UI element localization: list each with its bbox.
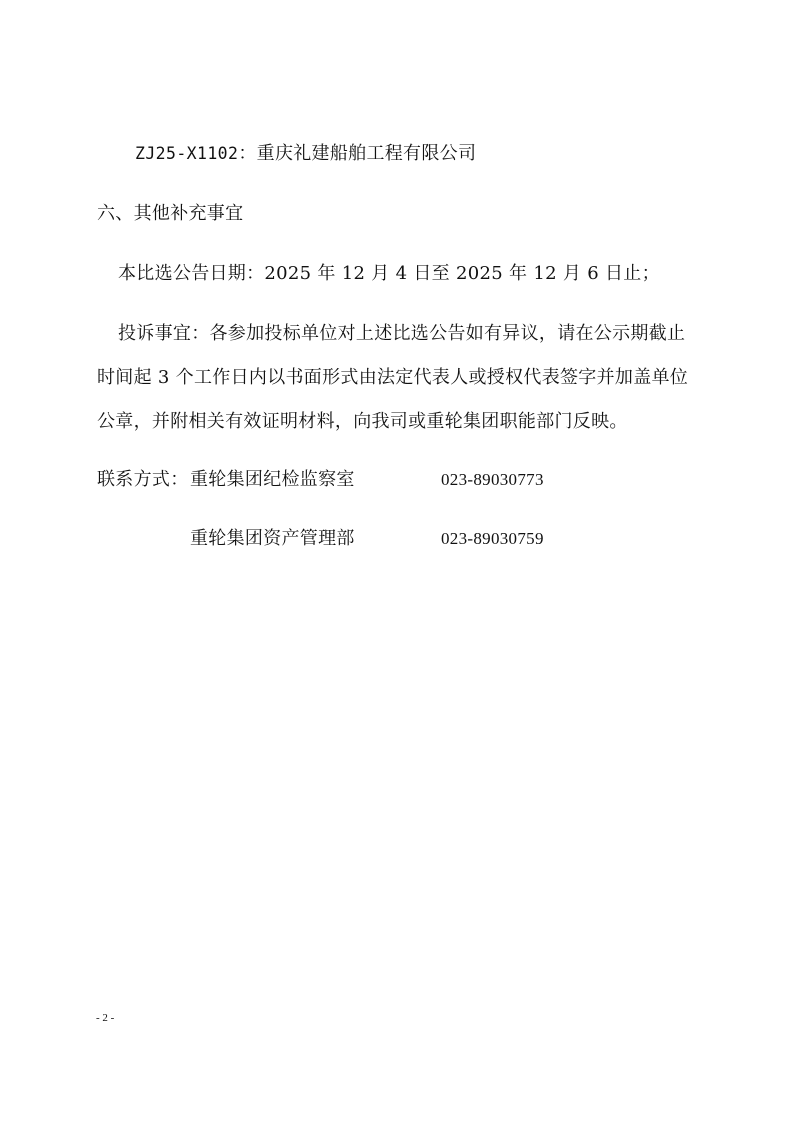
complaint-line-1: 投诉事宜：各参加投标单位对上述比选公告如有异议，请在公示期截止 [118,323,686,344]
contact-label: 联系方式： [97,469,189,490]
page-number: - 2 - [96,1012,115,1024]
contact-department-1: 重轮集团纪检监察室 [190,469,355,490]
complaint-line-3: 公章，并附相关有效证明材料，向我司或重轮集团职能部门反映。 [97,411,628,432]
award-company: ：重庆礼建船舶工程有限公司 [238,143,477,164]
contact-phone-2: 023-89030759 [441,529,544,548]
award-line [135,142,476,166]
complaint-line-2: 时间起 3 个工作日内以书面形式由法定代表人或授权代表签字并加盖单位 [97,367,689,388]
award-code: ZJ25-X1102 [135,144,239,163]
contact-department-2: 重轮集团资产管理部 [190,528,355,549]
contact-phone-1: 023-89030773 [441,470,544,489]
notice-date: 本比选公告日期：2025 年 12 月 4 日至 2025 年 12 月 6 日止； [118,263,660,284]
section-heading: 六、其他补充事宜 [97,203,244,224]
